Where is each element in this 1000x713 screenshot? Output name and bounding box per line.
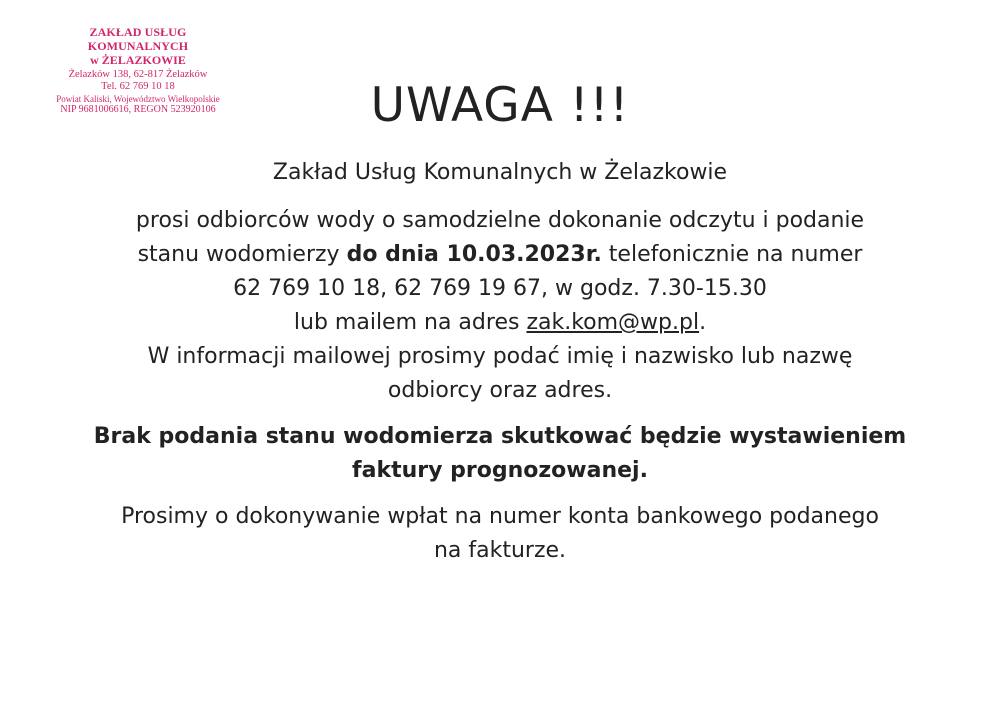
stamp-line-phone: Tel. 62 769 10 18 (101, 81, 175, 93)
stamp-line-region: Powiat Kaliski, Województwo Wielkopolskie (56, 93, 220, 104)
email-link[interactable]: zak.kom@wp.pl (526, 310, 700, 335)
stamp-line-address: Żelazków 138, 62-817 Żelazków (68, 69, 208, 81)
stamp-line-nip-regon: NIP 9681006616, REGON 523920106 (60, 103, 216, 115)
deadline-date: do dnia 10.03.2023r. (346, 242, 602, 267)
warning-line-2: faktury prognozowanej. (352, 458, 648, 483)
notice-body (60, 156, 940, 568)
payment-line-1: Prosimy o dokonywanie wpłat na numer konta bankowego podanego (121, 504, 879, 529)
mail-info-line-2: odbiorcy oraz adres. (387, 378, 613, 403)
request-line-2-pre: stanu wodomierzy (137, 242, 347, 267)
page-title: UWAGA !!! (370, 78, 630, 133)
phone-numbers-line: 62 769 10 18, 62 769 19 67, w godz. 7.30-15.30 (233, 276, 767, 301)
mail-info-line-1: W informacji mailowej prosimy podać imię i nazwisko lub nazwę (147, 344, 853, 369)
stamp-line-name: ZAKŁAD USŁUG KOMUNALNYCH (87, 25, 189, 53)
company-name: Zakład Usług Komunalnych w Żelazkowie (272, 160, 728, 185)
stamp-line-location: w ŻELAZKOWIE (90, 52, 186, 67)
payment-line-2: na fakturze. (433, 538, 567, 563)
warning-line-1: Brak podania stanu wodomierza skutkować będzie wystawieniem (93, 424, 907, 449)
request-line-1: prosi odbiorców wody o samodzielne dokonanie odczytu i podanie (135, 208, 865, 233)
email-line (60, 306, 940, 340)
email-line-post: . (699, 310, 707, 335)
request-line-2-post: telefonicznie na numer (601, 242, 863, 267)
email-line-pre: lub mailem na adres (293, 310, 527, 335)
request-line-2 (60, 238, 940, 272)
